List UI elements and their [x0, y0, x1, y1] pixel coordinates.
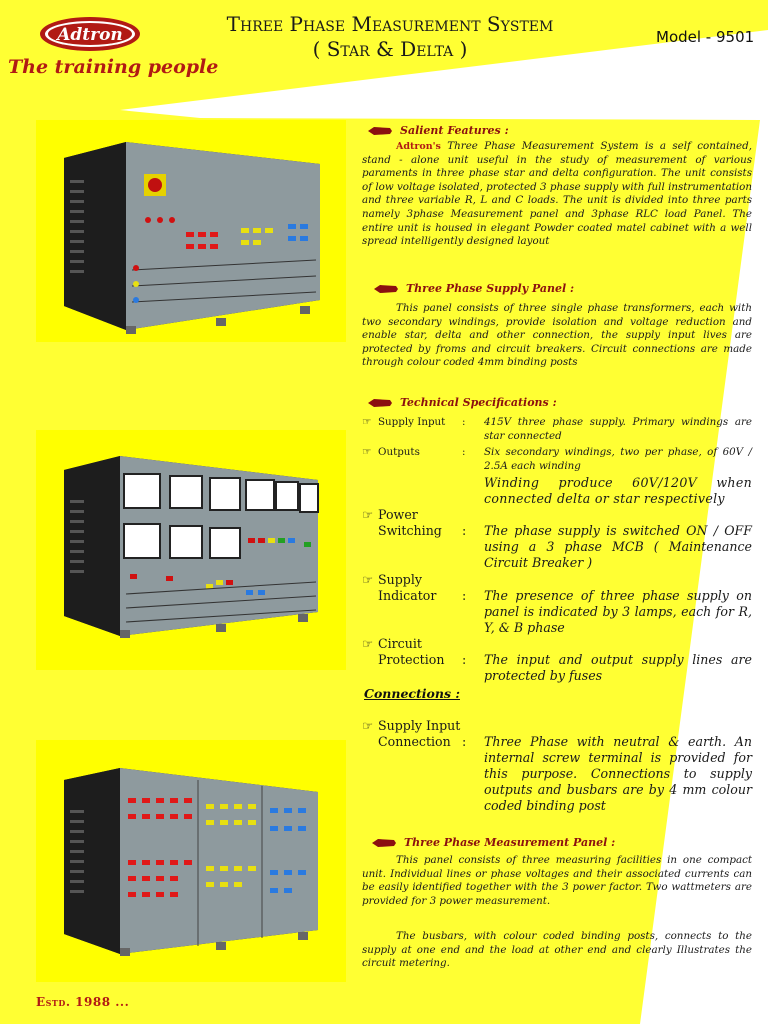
- title-line-2: ( Star & Delta ): [312, 37, 468, 61]
- pen-icon: [368, 127, 392, 135]
- measurement-panel-text-1: This panel consists of three measuring facilities in one compact unit. Individual lines or phase voltages and their associated currents can be easily identified together with the 3 power factor. Two wattmeters are provided for 3 power measurement.: [362, 854, 752, 907]
- established-year: Estd. 1988 ...: [36, 995, 130, 1009]
- brand-name: Adtron's: [396, 141, 441, 152]
- supply-panel-text: This panel consists of three single phase transformers, each with two secondary windings, provide isolation and voltage reduction and enable star, delta and other connection, the supply input lives are protected by froms and circuit breakers. Circuit connections are made through colour coded 4mm binding posts: [362, 302, 752, 369]
- adtron-logo: [38, 14, 142, 52]
- connections-heading: Connections :: [364, 686, 460, 701]
- pen-icon: [368, 399, 392, 407]
- photo-load-panel: [36, 740, 346, 982]
- pen-icon: [374, 285, 398, 293]
- model-number: Model - 9501: [656, 28, 755, 46]
- hand-pointer-icon: ☞: [362, 446, 372, 458]
- hand-pointer-icon: ☞: [362, 636, 374, 651]
- pen-icon: [372, 839, 396, 847]
- measurement-panel-text-2: The busbars, with colour coded binding posts, connects to the supply at one end and the load at other end and clearly Illustrates the circuit metering.: [362, 930, 752, 970]
- tagline: The training people: [8, 56, 219, 78]
- photo-measurement-panel: [36, 430, 346, 670]
- salient-features-text: Adtron's Three Phase Measurement System is a self contained, stand - alone unit useful in the study of measurement of various paraments in three phase star and delta configuration. The unit consists of low voltage isolated, protected 3 phase supply with full instrumentation and three variable R, L and C loads. The unit is divided into three parts namely 3phase Measurement panel and 3phase RLC load Panel. The entire unit is housed in elegant Powder coated matel cabinet with a well spread intelligently designed layout: [362, 140, 752, 248]
- hand-pointer-icon: ☞: [362, 416, 372, 428]
- svg-text:Adtron: Adtron: [57, 25, 123, 45]
- title-line-1: Three Phase Measurement System: [226, 12, 554, 36]
- hand-pointer-icon: ☞: [362, 507, 374, 522]
- hand-pointer-icon: ☞: [362, 718, 374, 733]
- photo-supply-panel: [36, 120, 346, 342]
- supply-panel-heading: Three Phase Supply Panel :: [374, 282, 574, 295]
- tech-specs-heading: Technical Specifications :: [368, 396, 557, 409]
- page-title: [190, 12, 590, 62]
- measurement-panel-heading: Three Phase Measurement Panel :: [372, 836, 615, 849]
- hand-pointer-icon: ☞: [362, 572, 374, 587]
- salient-features-heading: Salient Features :: [368, 124, 509, 137]
